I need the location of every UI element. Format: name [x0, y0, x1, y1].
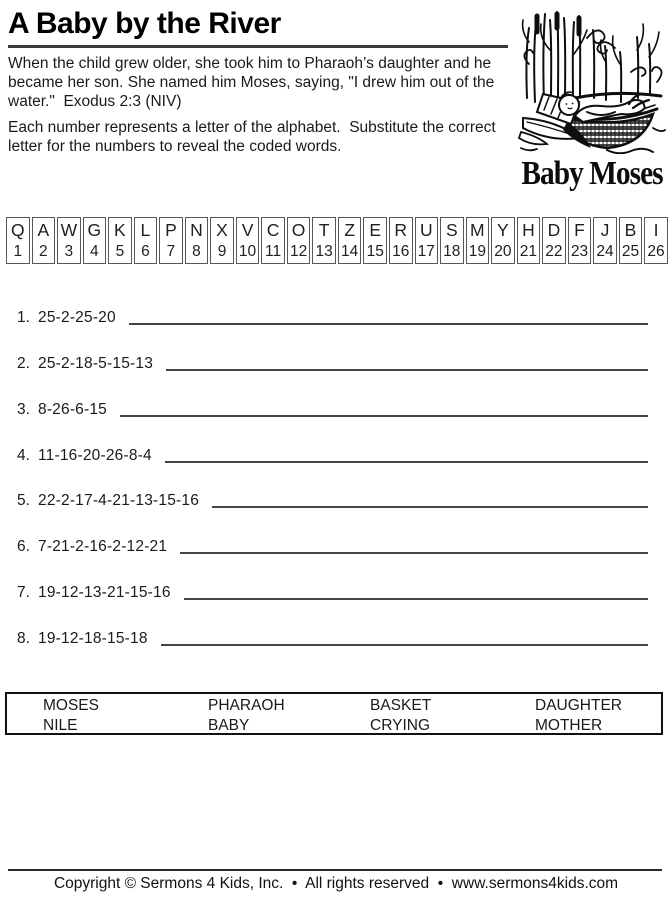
puzzle-row [17, 297, 648, 343]
cipher-number: 10 [238, 243, 257, 260]
cipher-number: 26 [647, 243, 665, 260]
cipher-letter: T [318, 220, 330, 240]
puzzle-row [17, 389, 648, 435]
puzzle-number: 1. [17, 308, 30, 326]
puzzle-row [17, 572, 648, 618]
cipher-number: 4 [90, 243, 99, 260]
puzzle-code: 19-12-18-15-18 [38, 630, 148, 648]
baby-moses-illustration [516, 2, 668, 154]
cipher-cell [83, 217, 107, 264]
cipher-letter: U [419, 220, 433, 240]
puzzle-list [17, 297, 648, 664]
cipher-number: 21 [519, 243, 538, 260]
cipher-cell [440, 217, 464, 264]
cipher-number: 23 [570, 243, 589, 260]
puzzle-number: 3. [17, 400, 30, 418]
cipher-letter: K [114, 220, 126, 240]
cipher-number: 25 [621, 243, 640, 260]
puzzle-code: 19-12-13-21-15-16 [38, 584, 171, 602]
cipher-number: 22 [545, 243, 563, 260]
illustration-block [516, 2, 668, 192]
cipher-letter: D [547, 220, 561, 240]
cipher-cell [32, 217, 56, 264]
cipher-number: 13 [315, 243, 333, 260]
cipher-letter: O [291, 220, 306, 240]
baby-head [559, 95, 579, 115]
cipher-cell [644, 217, 668, 264]
cipher-letter: Z [344, 220, 356, 240]
word-bank-item: BASKET [370, 697, 432, 714]
cipher-letter: L [140, 220, 151, 240]
illustration-caption: Baby Moses [521, 155, 663, 192]
word-bank-item: MOSES [43, 697, 99, 714]
cipher-key-table [6, 217, 668, 264]
cipher-letter: G [87, 220, 102, 240]
cipher-letter: M [470, 220, 485, 240]
reeds [526, 12, 650, 102]
cipher-number: 11 [265, 243, 282, 260]
cipher-cell [159, 217, 183, 264]
puzzle-number: 8. [17, 630, 30, 648]
instructions-paragraph: Each number represents a letter of the alphabet. Substitute the correct letter for the numbers to reveal the coded words. [8, 119, 500, 155]
puzzle-code: 7-21-2-16-2-12-21 [38, 538, 168, 556]
cipher-letter: C [266, 220, 280, 240]
cipher-number: 9 [217, 243, 227, 260]
cipher-number: 8 [192, 243, 201, 260]
cipher-cell [415, 217, 439, 264]
page-title: A Baby by the River [8, 7, 281, 40]
answer-blank [212, 506, 648, 508]
cipher-letter: R [394, 220, 408, 240]
puzzle-code: 11-16-20-26-8-4 [38, 446, 152, 464]
verse-paragraph: When the child grew older, she took him to Pharaoh’s daughter and he became her son. She named him Moses, saying, "I drew him out of the water." Exodus 2:3 (NIV) [8, 55, 499, 110]
cipher-letter: Y [497, 220, 509, 240]
puzzle-row [17, 481, 648, 527]
cipher-letter: S [445, 220, 458, 240]
cipher-letter: W [60, 220, 78, 240]
puzzle-code: 25-2-25-20 [38, 308, 116, 326]
cipher-number: 2 [38, 243, 48, 260]
word-bank-item: BABY [208, 717, 250, 734]
cipher-number: 17 [417, 243, 435, 260]
answer-blank [129, 323, 648, 325]
cipher-cell [619, 217, 643, 264]
cipher-number: 18 [443, 243, 461, 260]
cipher-number: 19 [468, 243, 486, 260]
puzzle-number: 4. [17, 446, 30, 464]
cipher-cell [389, 217, 413, 264]
cipher-cell [261, 217, 285, 264]
cipher-letter: J [600, 220, 610, 240]
answer-blank [184, 598, 648, 600]
cipher-letter: A [37, 220, 50, 240]
puzzle-code: 25-2-18-5-15-13 [38, 354, 154, 372]
cipher-letter: I [653, 220, 659, 240]
puzzle-code: 8-26-6-15 [38, 400, 108, 418]
cipher-number: 15 [366, 243, 384, 260]
cipher-cell [108, 217, 132, 264]
cipher-number: 16 [392, 243, 410, 260]
cipher-letter: N [190, 220, 203, 240]
cipher-cell [568, 217, 592, 264]
answer-blank [165, 461, 648, 463]
cipher-cell [312, 217, 336, 264]
cipher-cell [466, 217, 490, 264]
cipher-cell [517, 217, 541, 264]
puzzle-number: 6. [17, 538, 30, 556]
word-bank-item: MOTHER [535, 717, 603, 734]
cipher-number: 7 [166, 243, 176, 260]
cipher-number: 14 [341, 243, 359, 260]
cipher-letter: P [165, 220, 177, 240]
cipher-letter: Q [10, 220, 25, 240]
word-bank-grid [7, 694, 661, 736]
cipher-number: 5 [115, 243, 125, 260]
puzzle-number: 7. [17, 584, 30, 602]
word-bank-item: PHARAOH [208, 697, 285, 714]
answer-blank [166, 369, 648, 371]
cipher-cell [185, 217, 209, 264]
cipher-letter: B [624, 220, 637, 240]
basket-far-rim [575, 93, 661, 98]
title-divider [8, 45, 508, 48]
cipher-cell [491, 217, 515, 264]
cipher-letter: H [522, 220, 535, 240]
word-bank-box [5, 692, 663, 735]
cipher-cell [6, 217, 30, 264]
cipher-letter: F [574, 220, 585, 240]
answer-blank [120, 415, 648, 417]
cipher-number: 1 [13, 243, 23, 260]
cipher-cell [134, 217, 158, 264]
cipher-cell [210, 217, 234, 264]
footer-divider [8, 869, 662, 871]
intro-text [8, 54, 512, 163]
cipher-cell [236, 217, 260, 264]
puzzle-row [17, 435, 648, 481]
cipher-number: 20 [494, 243, 512, 260]
cipher-number: 24 [596, 243, 614, 260]
cipher-cell [363, 217, 387, 264]
puzzle-code: 22-2-17-4-21-13-15-16 [38, 492, 200, 510]
cipher-number: 12 [289, 243, 308, 260]
answer-blank [180, 552, 648, 554]
cipher-cell [338, 217, 362, 264]
puzzle-number: 5. [17, 492, 30, 510]
cipher-cell [287, 217, 311, 264]
puzzle-row [17, 526, 648, 572]
cipher-number: 6 [141, 243, 150, 260]
puzzle-row [17, 343, 648, 389]
cipher-cell [57, 217, 81, 264]
cipher-cell [593, 217, 617, 264]
word-bank-item: CRYING [370, 717, 431, 734]
cipher-number: 3 [64, 243, 74, 260]
answer-blank [161, 644, 648, 646]
cipher-cell [542, 217, 566, 264]
cipher-letter: E [369, 220, 382, 240]
puzzle-row [17, 618, 648, 664]
word-bank-item: DAUGHTER [535, 697, 622, 714]
cipher-letter: V [241, 220, 254, 240]
footer-copyright: Copyright © Sermons 4 Kids, Inc. • All rights reserved • www.sermons4kids.com [53, 875, 619, 892]
word-bank-item: NILE [43, 717, 78, 734]
puzzle-number: 2. [17, 354, 30, 372]
cipher-letter: X [216, 220, 228, 240]
